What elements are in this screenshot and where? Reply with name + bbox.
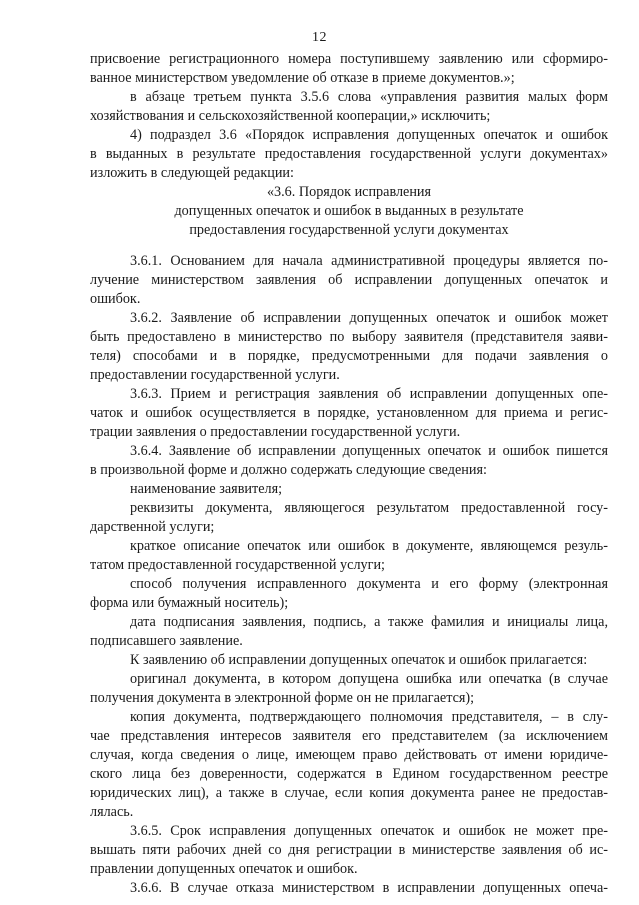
text-line: в произвольной форме и должно содержать следующие сведения:: [90, 462, 487, 478]
text-line: быть предоставлено в министерство по выбору заявителя (представителя заяви-: [90, 329, 608, 345]
text-line: хозяйствования и сельскохозяйственной кооперации,» исключить;: [90, 108, 491, 124]
text-line: [90, 240, 608, 252]
text-line: лялась.: [90, 804, 134, 820]
text-line: татом предоставленной государственной услуги;: [90, 557, 385, 573]
text-line: 4) подраздел 3.6 «Порядок исправления допущенных опечаток и ошибок: [130, 127, 608, 143]
text-line: оригинал документа, в котором допущена ошибка или опечатка (в случае: [130, 671, 608, 687]
text-line: 3.6.4. Заявление об исправлении допущенных опечаток и ошибок пишется: [130, 443, 608, 459]
text-line: лучение министерством заявления об исправлении допущенных опечаток и: [90, 272, 608, 288]
text-line: чае представления интересов заявителя его представителем (за исключением: [90, 728, 608, 744]
document-body: [90, 50, 608, 898]
text-line: 3.6.5. Срок исправления допущенных опечаток и ошибок не может пре-: [130, 823, 608, 839]
text-line: чаток и ошибок осуществляется в порядке, установленном для приема и регис-: [90, 405, 608, 421]
text-line: копия документа, подтверждающего полномочия представителя, – в слу-: [130, 709, 608, 725]
heading-line: допущенных опечаток и ошибок в выданных в результате: [174, 203, 524, 219]
text-line: дарственной услуги;: [90, 519, 215, 535]
text-line: дата подписания заявления, подпись, а также фамилия и инициалы лица,: [130, 614, 608, 630]
text-line: 3.6.3. Прием и регистрация заявления об исправлении допущенных опе-: [130, 386, 608, 402]
text-line: вышать пяти рабочих дней со дня регистрации в министерстве заявления об ис-: [90, 842, 608, 858]
text-line: подписавшего заявление.: [90, 633, 243, 649]
text-line: изложить в следующей редакции:: [90, 165, 294, 181]
text-line: юридических лиц), а также в случае, если копия документа ранее не предостав-: [90, 785, 608, 801]
text-line: форма или бумажный носитель);: [90, 595, 289, 611]
text-line: теля) способами и в порядке, предусмотренными для подачи заявления о: [90, 348, 608, 364]
text-line: случая, когда сведения о лице, имеющем право действовать от имени юридиче-: [90, 747, 608, 763]
text-line: 3.6.1. Основанием для начала административной процедуры является по-: [130, 253, 608, 269]
text-line: правлении допущенных опечаток и ошибок.: [90, 861, 358, 877]
text-line: в выданных в результате предоставления государственной услуги документах»: [90, 146, 608, 162]
text-line: в абзаце третьем пункта 3.5.6 слова «управления развития малых форм: [130, 89, 608, 105]
text-line: получения документа в электронной форме он не прилагается);: [90, 690, 475, 706]
text-line: 3.6.2. Заявление об исправлении допущенных опечаток и ошибок может: [130, 310, 608, 326]
text-line: ванное министерством уведомление об отказе в приеме документов.»;: [90, 70, 515, 86]
text-line: краткое описание опечаток или ошибок в документе, являющемся резуль-: [130, 538, 608, 554]
heading-line: предоставления государственной услуги документах: [189, 222, 509, 238]
text-line: реквизиты документа, являющегося результатом предоставленной госу-: [130, 500, 608, 516]
text-line: предоставлении государственной услуги.: [90, 367, 340, 383]
text-line: ошибок.: [90, 291, 141, 307]
text-line: ского лица без доверенности, содержатся в Едином государственном реестре: [90, 766, 608, 782]
text-line: наименование заявителя;: [130, 481, 283, 497]
page-number: 12: [312, 30, 327, 45]
text-line: К заявлению об исправлении допущенных опечаток и ошибок прилагается:: [130, 652, 588, 668]
text-line: присвоение регистрационного номера поступившему заявлению или сформиро-: [90, 51, 608, 67]
text-line: способ получения исправленного документа и его форму (электронная: [130, 576, 608, 592]
text-line: 3.6.6. В случае отказа министерством в исправлении допущенных опеча-: [130, 880, 608, 896]
heading-line: «3.6. Порядок исправления: [266, 184, 432, 200]
text-line: трации заявления о предоставлении государственной услуги.: [90, 424, 461, 440]
